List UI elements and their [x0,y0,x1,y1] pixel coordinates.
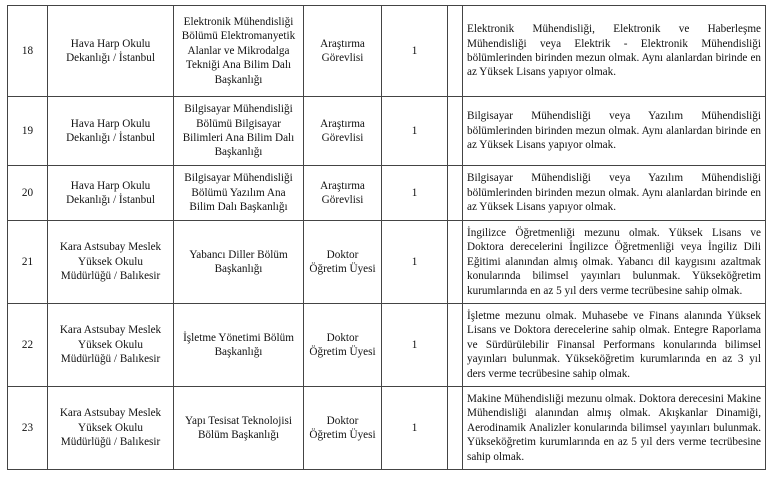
requirement-cell: Makine Mühendisliği mezunu olmak. Doktora derecesini Makine Mühendisliği alanından almış olmak. Akışkanlar Dinamiği, Aerodinamik Analizler konularında bilimsel yayınları bulunmak. Yükseköğretim kurumlarında en az 5 yıl ders verme tecrübesine sahip olmak. [463,387,766,470]
unit-cell: Hava Harp Okulu Dekanlığı / İstanbul [48,97,174,166]
requirement-cell: İngilizce Öğretmenliği mezunu olmak. Yüksek Lisans ve Doktora derecelerini İngilizce Öğretmenliği veya İngiliz Dili Eğitimi alanından almış olmak. Yabancı dil kaygısını azaltmak konularında bilimsel yayınları bulunmak. Yükseköğretim kurumlarında en az 5 yıl ders verme tecrübesine sahip olmak. [463,221,766,304]
row-number: 20 [8,166,48,221]
empty-cell [448,97,463,166]
title-cell: Araştırma Görevlisi [304,6,382,97]
requirement-cell: Bilgisayar Mühendisliği veya Yazılım Mühendisliği bölümlerinden birinden mezun olmak. Aynı alanlardan birinde en az Yüksek Lisans yapıyor olmak. [463,97,766,166]
table-row [8,6,766,97]
table-row [8,387,766,470]
row-number: 19 [8,97,48,166]
unit-cell: Hava Harp Okulu Dekanlığı / İstanbul [48,6,174,97]
count-cell: 1 [382,97,448,166]
title-cell: Doktor Öğretim Üyesi [304,387,382,470]
table-row [8,221,766,304]
empty-cell [448,221,463,304]
requirement-cell: İşletme mezunu olmak. Muhasebe ve Finans alanında Yüksek Lisans ve Doktora derecelerine sahip olmak. Entegre Raporlama ve Sürdürülebilir Finansal Performans konularında bilimsel yayınları bulunmak. Yükseköğretim kurumlarında en az 3 yıl ders verme tecrübesine sahip olmak. [463,304,766,387]
title-cell: Araştırma Görevlisi [304,166,382,221]
count-cell: 1 [382,221,448,304]
row-number: 23 [8,387,48,470]
row-number: 18 [8,6,48,97]
count-cell: 1 [382,6,448,97]
positions-table [7,5,766,470]
empty-cell [448,304,463,387]
unit-cell: Kara Astsubay Meslek Yüksek Okulu Müdürlüğü / Balıkesir [48,221,174,304]
requirement-cell: Bilgisayar Mühendisliği veya Yazılım Mühendisliği bölümlerinden birinden mezun olmak. Aynı alanlardan birinde en az Yüksek Lisans yapıyor olmak. [463,166,766,221]
empty-cell [448,166,463,221]
department-cell: Yabancı Diller Bölüm Başkanlığı [174,221,304,304]
row-number: 22 [8,304,48,387]
empty-cell [448,387,463,470]
title-cell: Doktor Öğretim Üyesi [304,304,382,387]
department-cell: Elektronik Mühendisliği Bölümü Elektromanyetik Alanlar ve Mikrodalga Tekniği Ana Bilim Dalı Başkanlığı [174,6,304,97]
title-cell: Araştırma Görevlisi [304,97,382,166]
table-row [8,97,766,166]
department-cell: Bilgisayar Mühendisliği Bölümü Bilgisayar Bilimleri Ana Bilim Dalı Başkanlığı [174,97,304,166]
count-cell: 1 [382,166,448,221]
unit-cell: Kara Astsubay Meslek Yüksek Okulu Müdürlüğü / Balıkesir [48,387,174,470]
row-number: 21 [8,221,48,304]
unit-cell: Kara Astsubay Meslek Yüksek Okulu Müdürlüğü / Balıkesir [48,304,174,387]
department-cell: Yapı Tesisat Teknolojisi Bölüm Başkanlığı [174,387,304,470]
count-cell: 1 [382,304,448,387]
requirement-cell: Elektronik Mühendisliği, Elektronik ve Haberleşme Mühendisliği veya Elektrik - Elektronik Mühendisliği bölümlerinden birinden mezun olmak. Aynı alanlardan birinde en az Yüksek Lisans yapıyor olmak. [463,6,766,97]
table-row [8,304,766,387]
department-cell: Bilgisayar Mühendisliği Bölümü Yazılım Ana Bilim Dalı Başkanlığı [174,166,304,221]
department-cell: İşletme Yönetimi Bölüm Başkanlığı [174,304,304,387]
empty-cell [448,6,463,97]
table-row [8,166,766,221]
title-cell: Doktor Öğretim Üyesi [304,221,382,304]
unit-cell: Hava Harp Okulu Dekanlığı / İstanbul [48,166,174,221]
count-cell: 1 [382,387,448,470]
